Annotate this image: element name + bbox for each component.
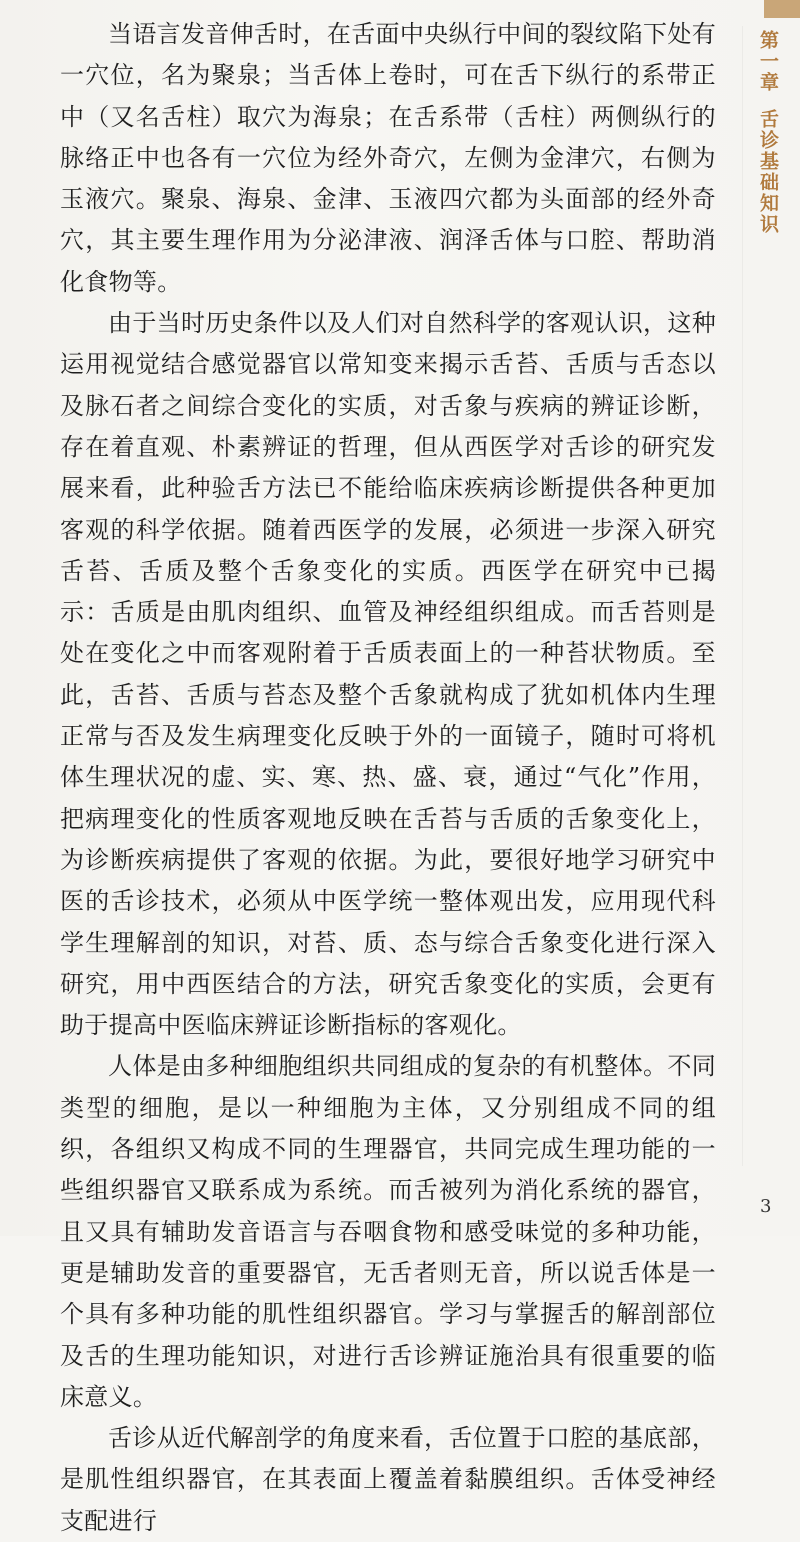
paragraph-1: 当语言发音伸舌时，在舌面中央纵行中间的裂纹陷下处有一穴位，名为聚泉；当舌体上卷时，可在舌下纵行的系带正中（又名舌柱）取穴为海泉；在舌系带（舌柱）两侧纵行的脉络正中也各有一穴位为经外奇穴，左侧为金津穴，右侧为玉液穴。聚泉、海泉、金津、玉液四穴都为头面部的经外奇穴，其主要生理作用为分泌津液、润泽舌体与口腔、帮助消化食物等。 <box>60 20 716 296</box>
paragraph-2: 由于当时历史条件以及人们对自然科学的客观认识，这种运用视觉结合感觉器官以常知变来揭示舌苔、舌质与舌态以及脉石者之间综合变化的实质，对舌象与疾病的辨证诊断，存在着直观、朴素辨证的哲理，但从西医学对舌诊的研究发展来看，此种验舌方法已不能给临床疾病诊断提供各种更加客观的科学依据。随着西医学的发展，必须进一步深入研究舌苔、舌质及整个舌象变化的实质。西医学在研究中已揭示：舌质是由肌肉组织、血管及神经组织组成。而舌苔则是处在变化之中而客观附着于舌质表面上的一种苔状物质。至此，舌苔、舌质与苔态及整个舌象就构成了犹如机体内生理正常与否及发生病理变化反映于外的一面镜子，随时可将机体生理状况的虚、实、寒、热、盛、衰，通过“气化”作用，把病理变化的性质客观地反映在舌苔与舌质的舌象变化上，为诊断疾病提供了客观的依据。为此，要很好地学习研究中医的舌诊技术，必须从中医学统一整体观出发，应用现代科学生理解剖的知识，对苔、质、态与综合舌象变化进行深入研究，用中西医结合的方法，研究舌象变化的实质，会更有助于提高中医临床辨证诊断指标的客观化。 <box>60 309 716 1040</box>
page-number: 3 <box>760 1196 772 1217</box>
paragraph-3: 人体是由多种细胞组织共同组成的复杂的有机整体。不同类型的细胞，是以一种细胞为主体，又分别组成不同的组织，各组织又构成不同的生理器官，共同完成生理功能的一些组织器官又联系成为系统。而舌被列为消化系统的器官，且又具有辅助发音语言与吞咽食物和感受味觉的多种功能，更是辅助发音的重要器官，无舌者则无音，所以说舌体是一个具有多种功能的肌性组织器官。学习与掌握舌的解剖部位及舌的生理功能知识，对进行舌诊辨证施治具有很重要的临床意义。 <box>60 1052 716 1411</box>
body-text <box>60 14 716 1542</box>
chapter-heading <box>756 30 782 235</box>
margin-divider <box>742 26 743 1166</box>
chapter-title: 舌诊基础知识 <box>757 109 779 235</box>
paragraph-4: 舌诊从近代解剖学的角度来看，舌位置于口腔的基底部，是肌性组织器官，在其表面上覆盖着黏膜组织。舌体受神经支配进行 <box>60 1424 716 1535</box>
chapter-number: 第一章 <box>757 30 779 93</box>
chapter-color-tab <box>764 0 800 18</box>
